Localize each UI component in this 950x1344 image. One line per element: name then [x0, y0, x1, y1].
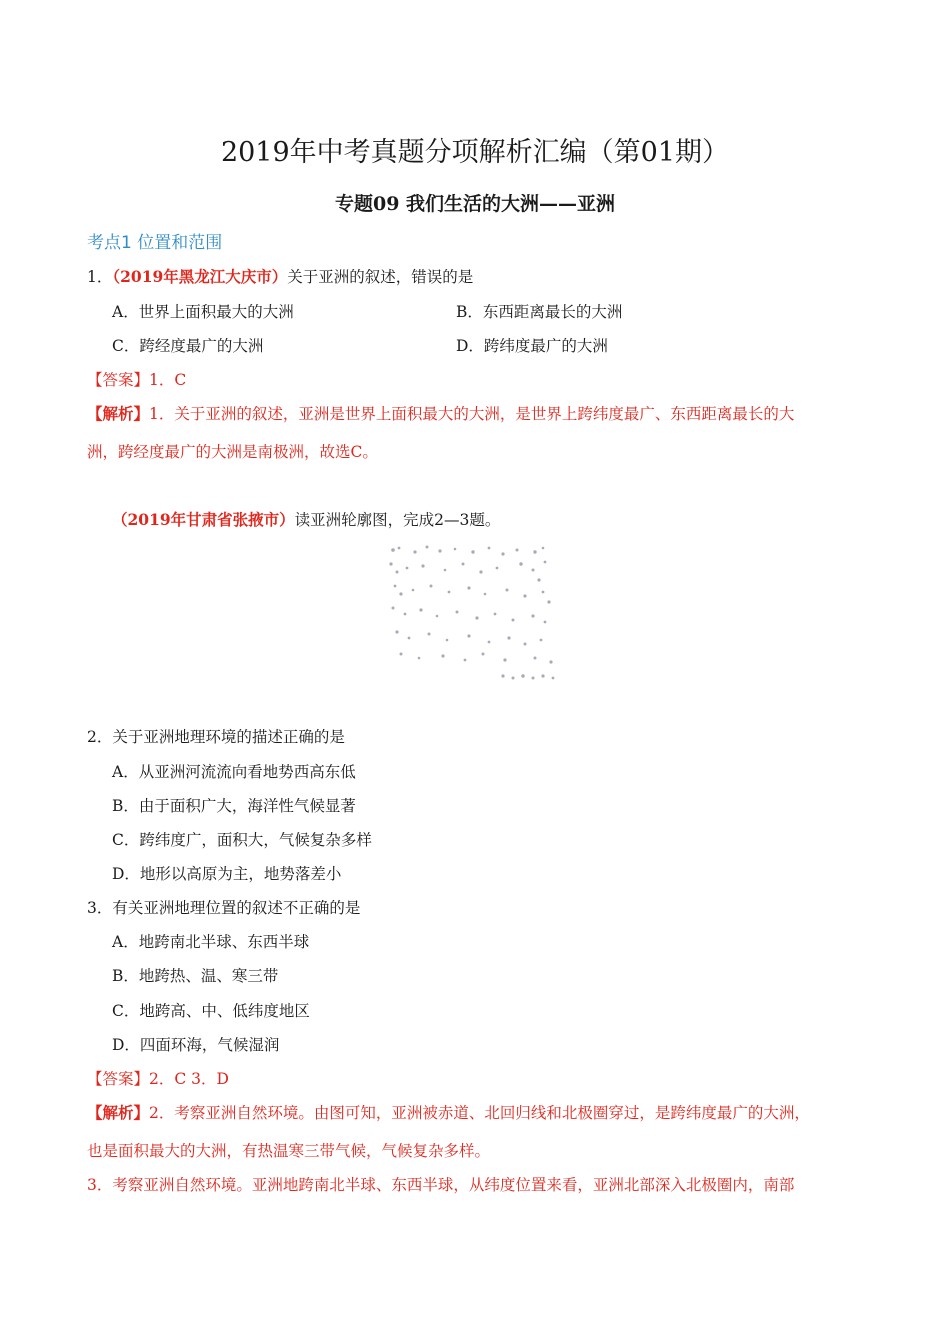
q3-stem: 3．有关亚洲地理位置的叙述不正确的是	[87, 899, 361, 917]
topic-subtitle: 专题09 我们生活的大洲——亚洲	[334, 193, 616, 215]
asia-outline-map	[385, 542, 563, 684]
group-stem: 读亚洲轮廓图，完成2—3题。	[294, 511, 501, 529]
answer-tag: 【答案】	[87, 1070, 150, 1088]
q1-analysis-line2: 洲，跨经度最广的大洲是南极洲，故选C。	[87, 443, 378, 461]
answer-text: 2．C 3．D	[149, 1070, 229, 1088]
q1-number: 1．	[87, 268, 113, 286]
analysis-tag: 【解析】	[87, 1103, 150, 1122]
q23-answer	[87, 1067, 229, 1089]
q1-option-d: D．跨纬度最广的大洲	[456, 337, 608, 355]
q2-option-c: C．跨纬度广，面积大，气候复杂多样	[112, 831, 372, 849]
q1-source: （2019年黑龙江大庆市）	[112, 267, 288, 286]
q3-option-c: C．地跨高、中、低纬度地区	[112, 1002, 310, 1020]
q1-analysis-line1	[87, 402, 794, 424]
q3-option-a: A．地跨南北半球、东西半球	[112, 933, 310, 951]
q2-stem: 2．关于亚洲地理环境的描述正确的是	[87, 728, 345, 746]
q23-analysis-line1	[87, 1101, 810, 1123]
analysis-text: 2．考察亚洲自然环境。由图可知，亚洲被赤道、北回归线和北极圈穿过，是跨纬度最广的大洲，	[149, 1104, 810, 1122]
page-title: 2019年中考真题分项解析汇编（第01期）	[220, 137, 730, 168]
q1-option-b: B．东西距离最长的大洲	[456, 303, 623, 321]
q1-option-c: C．跨经度最广的大洲	[112, 337, 264, 355]
q23-analysis-line2: 也是面积最大的大洲，有热温寒三带气候，气候复杂多样。	[87, 1142, 491, 1160]
q1-line	[87, 265, 473, 287]
analysis-tag: 【解析】	[87, 404, 150, 423]
q23-analysis-line3: 3．考察亚洲自然环境。亚洲地跨南北半球、东西半球，从纬度位置来看，亚洲北部深入北极圈内，南部	[87, 1176, 795, 1194]
q1-stem: 关于亚洲的叙述，错误的是	[287, 268, 474, 286]
q2-option-b: B．由于面积广大，海洋性气候显著	[112, 797, 356, 815]
answer-tag: 【答案】	[87, 371, 150, 389]
q1-option-a: A．世界上面积最大的大洲	[112, 303, 294, 321]
group-intro	[112, 508, 500, 530]
q3-option-d: D．四面环海，气候湿润	[112, 1036, 280, 1054]
q2-option-d: D．地形以高原为主，地势落差小	[112, 865, 342, 883]
analysis-text: 1．关于亚洲的叙述，亚洲是世界上面积最大的大洲，是世界上跨纬度最广、东西距离最长的大	[149, 405, 795, 423]
q3-option-b: B．地跨热、温、寒三带	[112, 967, 279, 985]
q2-option-a: A．从亚洲河流流向看地势西高东低	[112, 763, 356, 781]
answer-text: 1．C	[149, 371, 187, 389]
group-source: （2019年甘肃省张掖市）	[112, 510, 295, 529]
section-heading: 考点1 位置和范围	[87, 233, 223, 253]
q1-answer	[87, 368, 186, 390]
